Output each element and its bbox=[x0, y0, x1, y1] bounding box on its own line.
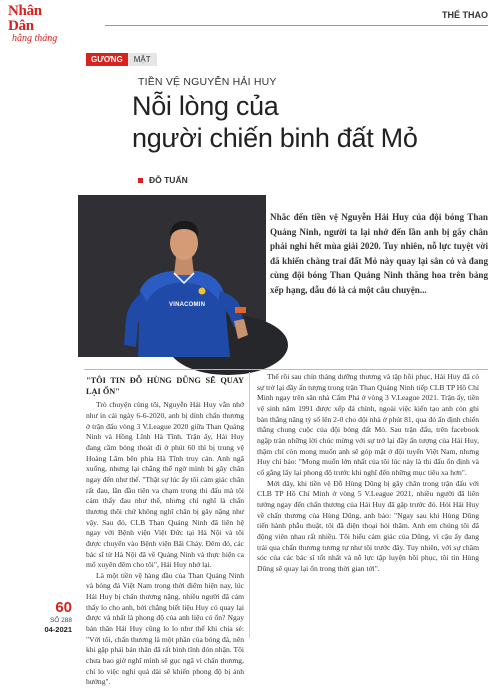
section-label: THỂ THAO bbox=[442, 10, 488, 20]
article-title bbox=[132, 90, 462, 154]
logo-title: Nhân Dân bbox=[8, 3, 42, 34]
body-column-2 bbox=[257, 372, 479, 574]
header-divider bbox=[105, 25, 488, 26]
body-paragraph: Trò chuyện cùng tôi, Nguyễn Hải Huy vẫn nhớ như in cái ngày 6-6-2020, anh bị dính chấn thương ở trận đấu vòng 3 V.League 2020 giữa Than Quảng Ninh và Hồng Lĩnh Hà Tĩnh. Trận ấy, Hải Huy đang cầm bóng thoát đi ở phút 60 thì bị trung vệ Hoàng Lâm bên phía Hà Tĩnh truy cản. Anh ngã xuống, nhưng lại chẳng thể ngờ mình bị gãy chân ngay đến như thế. "Thật sự lúc ấy tôi cảm giác chân rất đau, lần đầu tiên va chạm trong thi đấu mà tôi cảm thấy đau như thế, nhưng chỉ nghĩ là chấn thương thôi chứ không nghĩ chân bị gãy nặng như vậy. Sau đó, CLB Than Quảng Ninh đã liên hệ ngay với Bệnh viện Việt Đức tại Hà Nội và tôi được chuyển vào Bệnh viện Bãi Cháy. Đêm đó, các bác sĩ từ Hà Nội đã về Quảng Ninh và thực hiện ca mổ xuyên đêm cho tôi", Hải Huy nhớ lại. bbox=[86, 400, 244, 570]
player-illustration bbox=[78, 195, 266, 357]
jersey-text: VINACOMIN bbox=[169, 302, 206, 308]
player-photo bbox=[78, 195, 266, 357]
article-title-line-2: người chiến binh đất Mỏ bbox=[132, 123, 418, 153]
body-divider bbox=[84, 369, 488, 370]
article-kicker: TIỀN VỆ NGUYỄN HẢI HUY bbox=[138, 76, 277, 88]
lead-paragraph: Nhắc đến tiền vệ Nguyễn Hải Huy của đội bóng Than Quảng Ninh, người ta lại nhớ đến lần anh bị gãy chân phải nghỉ hết mùa giải 2020. Tuy nhiên, nỗ lực tuyệt vời đã khiến chàng trai đất Mỏ này quay lại sân cỏ và đang cùng đội bóng Than Quảng Ninh thăng hoa trên bảng xếp hạng, dẫu đó là cả một câu chuyện... bbox=[270, 212, 488, 295]
body-paragraph: Là một tiền vệ hàng đầu của Than Quảng Ninh và bóng đá Việt Nam trong thời điểm hiện nay, lúc Hải Huy bị chấn thương nặng, nhiều người đã cảm thấy lo cho anh, bởi chẳng biết liệu Huy có quay lại được và nhất là phong độ của anh liệu có ổn? Ngay bản thân Hải Huy cũng lo lo như thế khi chia sẻ: "Với tôi, chấn thương là một phần của bóng đá, nên khi gặp phải bản thân đã rất bình tĩnh đón nhận. Tôi chưa bao giờ nghĩ mình sẽ gục ngã vì chấn thương, chỉ lo việc nghỉ quá dài sẽ khiến phong độ bị ảnh hưởng". bbox=[86, 570, 244, 687]
body-column-1 bbox=[86, 372, 244, 688]
page-number: 60 bbox=[55, 599, 72, 616]
byline bbox=[138, 175, 188, 185]
issue-number: SỐ 288 bbox=[49, 617, 72, 624]
rubric-badge bbox=[86, 53, 157, 66]
byline-square-icon bbox=[138, 178, 143, 183]
body-paragraph: Thế rồi sau chín tháng dưỡng thương và tập hồi phục, Hải Huy đã có sự trở lại đầy ấn tượng trong trận Than Quảng Ninh tiếp CLB TP Hồ Chí Minh ngay trên sân nhà Cẩm Phả ở vòng 3 V.League 2021. Trận ấy, tiền vệ sinh năm 1991 được xếp đá chính, ngoài việc kiến tạo anh còn ghi bàn thắng nâng tỷ số lên 2-0 cho đội nhà ở phút 81, qua đó ấn định chiến thắng chung cuộc của đội bóng đất Mỏ. Sau trận đấu, trên facebook ngập tràn những lời chúc mừng với sự trở lại đầy ấn tượng của Hải Huy, thậm chí còn mong muốn anh sẽ góp mặt ở đội tuyển Việt Nam, nhưng Huy chỉ bảo: "Mong muốn lớn nhất của tôi lúc này là thi đấu ổn định và cố gắng lấy lại phong độ trước khi nghĩ đến những mục tiêu xa hơn". bbox=[257, 372, 479, 477]
logo-subtitle: hằng tháng bbox=[12, 33, 58, 44]
section-subhead: "TÔI TIN ĐỖ HÙNG DŨNG SẼ QUAY LẠI ỔN" bbox=[86, 376, 244, 396]
publication-logo bbox=[8, 4, 68, 44]
column-divider bbox=[249, 372, 250, 638]
article-title-line-1: Nỗi lòng của bbox=[132, 91, 279, 121]
page-footer bbox=[28, 600, 72, 634]
rubric-badge-secondary: MẶT bbox=[128, 53, 157, 66]
author-name: ĐỖ TUẤN bbox=[149, 175, 188, 185]
issue-month: 04-2021 bbox=[44, 625, 72, 634]
body-paragraph: Mới đây, khi tiền vệ Đỗ Hùng Dũng bị gãy chân trong trận đấu với CLB TP Hồ Chí Minh ở vòng 5 V.League 2021, nhiều người đã liên tưởng ngay đến chấn thương của Hải Huy đã gặp trước đó. Hỏi Hải Huy về chấn thương của Hùng Dũng, anh bảo: "Ngay sau khi Hùng Dũng tiến hành phẫu thuật, tôi đã điện thoại hỏi thăm. Anh em chúng tôi đã động viên nhau rất nhiều. Tôi hiểu cảm giác của Dũng, vì cậu ấy đang trải qua chấn thương tương tự như tôi trước đây. Tuy nhiên, với sự chăm sóc của các bác sĩ tốt nhất và nỗ lực tập luyện hồi phục, tôi tin Hùng Dũng sẽ quay lại ổn trong thời gian tới". bbox=[257, 478, 479, 573]
rubric-badge-primary: GƯƠNG bbox=[86, 53, 128, 66]
